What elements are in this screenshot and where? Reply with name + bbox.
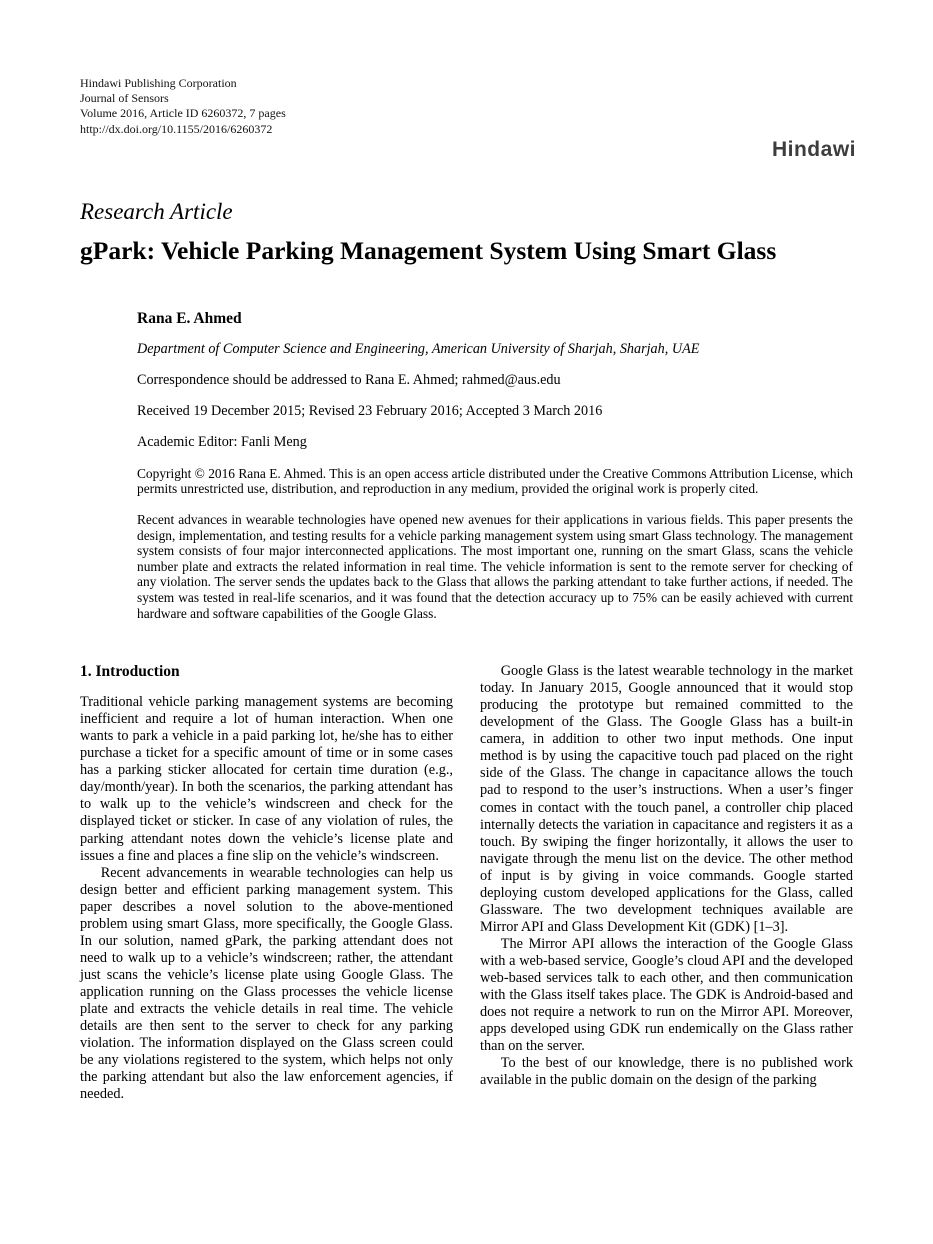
paragraph: Google Glass is the latest wearable technology in the market today. In January 2015, Google announced that it would stop producing the prototype but remained committed to the development of the Glass. The Google Glass has a built-in camera, in addition to other two input methods. One input method is by using the capacitive touch pad placed on the right side of the Glass. The change in capacitance allows the touch pad to respond to the user’s instructions. When a user’s finger comes in contact with the touch panel, a controller chip placed internally detects the variation in capacitance and registers it as a touch. By swiping the finger horizontally, it allows the user to navigate through the menu list on the device. The other method of input is by giving in voice commands. Google started deploying custom developed applications for the Glass, called Glassware. The two development techniques available are Mirror API and Glass Development Kit (GDK) [1–3]. (480, 663, 853, 935)
journal-name-line: Journal of Sensors (80, 91, 169, 106)
volume-line: Volume 2016, Article ID 6260372, 7 pages (80, 106, 286, 121)
two-column-body (80, 663, 853, 1103)
author-affiliation: Department of Computer Science and Engineering, American University of Sharjah, Sharjah, UAE (137, 340, 700, 357)
doi-link[interactable]: http://dx.doi.org/10.1155/2016/6260372 (80, 121, 273, 136)
article-type-kicker: Research Article (80, 198, 233, 224)
article-history-line: Received 19 December 2015; Revised 23 February 2016; Accepted 3 March 2016 (137, 402, 603, 419)
byline-block (137, 310, 853, 621)
copyright-notice: Copyright © 2016 Rana E. Ahmed. This is an open access article distributed under the Creative Commons Attribution License, which permits unrestricted use, distribution, and reproduction in any medium, provided the original work is properly cited. (137, 465, 853, 497)
journal-header-meta (80, 76, 853, 137)
paragraph: To the best of our knowledge, there is no published work available in the public domain on the design of the parking (480, 1055, 853, 1089)
publisher-line: Hindawi Publishing Corporation (80, 76, 237, 90)
author-name: Rana E. Ahmed (137, 309, 242, 327)
right-column (480, 663, 853, 1103)
left-column (80, 663, 453, 1103)
hindawi-logo: Hindawi (771, 138, 856, 161)
paragraph: Recent advancements in wearable technologies can help us design better and efficient parking management system. This paper describes a novel solution to the above-mentioned problem using smart Glass, more specifically, the Google Glass. In our solution, named gPark, the parking attendant does not need to walk up to a vehicle’s windscreen; rather, the attendant just scans the vehicle’s license plate using Google Glass. The application running on the Glass processes the vehicle license plate and extracts the vehicle details in real time. The vehicle details are then sent to the server to check for any parking violation. The information displayed on the Glass screen could be any violations registered to the system, which helps not only the parking attendant but also the law enforcement agencies, if needed. (80, 864, 453, 1103)
paragraph: Traditional vehicle parking management systems are becoming inefficient and require a lot of human interaction. When one wants to park a vehicle in a paid parking lot, he/she has to either purchase a ticket for a specific amount of time or in some cases has a parking sticker allocated for certain time duration (e.g., day/month/year). In both the scenarios, the parking attendant has to walk up to the vehicle’s windscreen and check for the displayed ticket or sticker. In case of any violation of rules, the parking attendant notes down the vehicle’s license plate and issues a fine and places a fine slip on the vehicle’s windscreen. (80, 694, 453, 864)
abstract-text: Recent advances in wearable technologies have opened new avenues for their applications in various fields. This paper presents the design, implementation, and testing results for a vehicle parking management system using smart Glass technology. The management system consists of four major interconnected applications. The most important one, running on the smart Glass, scans the vehicle number plate and extracts the related information in real time. The vehicle information is sent to the remote server for checking of any violation. The server sends the updates back to the Glass that allows the parking attendant to take further actions, if needed. The system was tested in real-life scenarios, and it was found that the detection accuracy up to 75% can be easily achieved with current hardware and software capabilities of the Google Glass. (137, 512, 853, 621)
paragraph: The Mirror API allows the interaction of the Google Glass with a web-based service, Google’s cloud API and the developed web-based services talk to each other, and then communication with the Glass itself takes place. The GDK is Android-based and does not require a network to run on the Mirror API. Moreover, apps developed using GDK run endemically on the Glass rather than on the server. (480, 935, 853, 1055)
academic-editor-line: Academic Editor: Fanli Meng (137, 433, 307, 450)
article-title: gPark: Vehicle Parking Management System Using Smart Glass (80, 235, 777, 265)
correspondence-line: Correspondence should be addressed to Rana E. Ahmed; rahmed@aus.edu (137, 371, 561, 388)
section-heading-introduction: 1. Introduction (80, 663, 180, 681)
